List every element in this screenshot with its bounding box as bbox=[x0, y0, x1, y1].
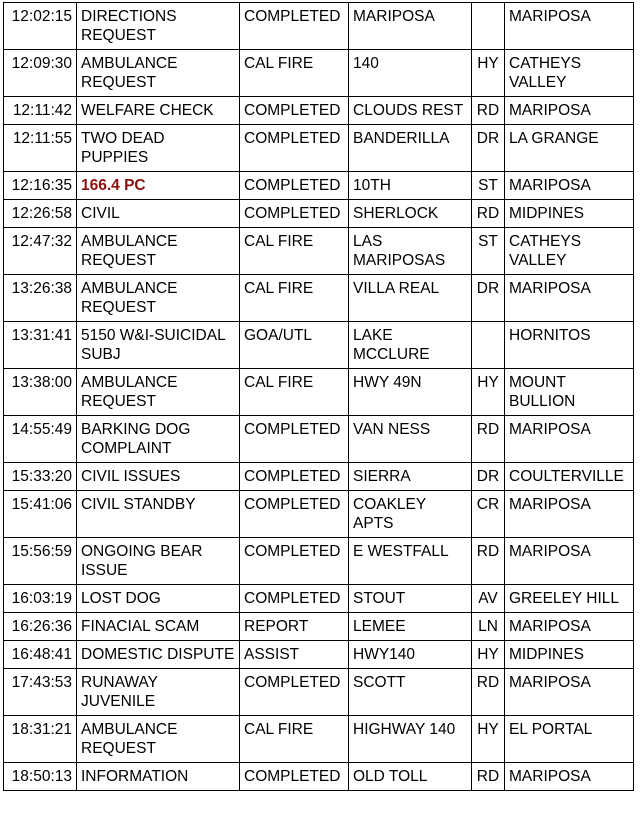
call-city: MARIPOSA bbox=[505, 3, 634, 50]
call-street: CLOUDS REST bbox=[349, 97, 472, 125]
call-time: 12:16:35 bbox=[4, 172, 77, 200]
call-time: 13:26:38 bbox=[4, 275, 77, 322]
call-city: CATHEYS VALLEY bbox=[505, 228, 634, 275]
call-city: HORNITOS bbox=[505, 322, 634, 369]
call-city: MOUNT BULLION bbox=[505, 369, 634, 416]
call-street-suffix: HY bbox=[472, 50, 505, 97]
call-status: CAL FIRE bbox=[240, 50, 349, 97]
call-city: LA GRANGE bbox=[505, 125, 634, 172]
call-time: 13:38:00 bbox=[4, 369, 77, 416]
call-street-suffix: RD bbox=[472, 97, 505, 125]
call-street-suffix: LN bbox=[472, 613, 505, 641]
table-row bbox=[4, 716, 634, 763]
call-street-suffix: ST bbox=[472, 172, 505, 200]
call-street: SIERRA bbox=[349, 463, 472, 491]
table-row bbox=[4, 172, 634, 200]
table-row bbox=[4, 125, 634, 172]
call-type: WELFARE CHECK bbox=[77, 97, 240, 125]
call-street: MARIPOSA bbox=[349, 3, 472, 50]
call-city: MARIPOSA bbox=[505, 613, 634, 641]
call-status: COMPLETED bbox=[240, 416, 349, 463]
table-row bbox=[4, 3, 634, 50]
table-row bbox=[4, 491, 634, 538]
call-street-suffix: DR bbox=[472, 463, 505, 491]
table-row bbox=[4, 538, 634, 585]
call-time: 15:41:06 bbox=[4, 491, 77, 538]
call-time: 12:02:15 bbox=[4, 3, 77, 50]
call-city: MARIPOSA bbox=[505, 538, 634, 585]
call-time: 16:26:36 bbox=[4, 613, 77, 641]
call-type: BARKING DOG COMPLAINT bbox=[77, 416, 240, 463]
call-time: 12:47:32 bbox=[4, 228, 77, 275]
call-time: 12:26:58 bbox=[4, 200, 77, 228]
call-status: COMPLETED bbox=[240, 3, 349, 50]
call-city: MARIPOSA bbox=[505, 275, 634, 322]
call-time: 14:55:49 bbox=[4, 416, 77, 463]
call-status: CAL FIRE bbox=[240, 275, 349, 322]
table-row bbox=[4, 641, 634, 669]
call-type: FINACIAL SCAM bbox=[77, 613, 240, 641]
call-time: 12:09:30 bbox=[4, 50, 77, 97]
call-status: COMPLETED bbox=[240, 538, 349, 585]
call-time: 13:31:41 bbox=[4, 322, 77, 369]
call-street: SHERLOCK bbox=[349, 200, 472, 228]
call-street-suffix: RD bbox=[472, 416, 505, 463]
call-street-suffix: CR bbox=[472, 491, 505, 538]
call-city: GREELEY HILL bbox=[505, 585, 634, 613]
call-street: HWY 49N bbox=[349, 369, 472, 416]
call-street: HWY140 bbox=[349, 641, 472, 669]
call-type: AMBULANCE REQUEST bbox=[77, 228, 240, 275]
call-type: AMBULANCE REQUEST bbox=[77, 716, 240, 763]
call-time: 16:03:19 bbox=[4, 585, 77, 613]
table-row bbox=[4, 416, 634, 463]
call-status: COMPLETED bbox=[240, 491, 349, 538]
call-street-suffix: DR bbox=[472, 275, 505, 322]
call-street-suffix: AV bbox=[472, 585, 505, 613]
table-row bbox=[4, 275, 634, 322]
call-street: E WESTFALL bbox=[349, 538, 472, 585]
call-street: BANDERILLA bbox=[349, 125, 472, 172]
call-time: 18:50:13 bbox=[4, 763, 77, 791]
call-street: 10TH bbox=[349, 172, 472, 200]
call-status: COMPLETED bbox=[240, 97, 349, 125]
call-type: CIVIL STANDBY bbox=[77, 491, 240, 538]
call-type: 5150 W&I-SUICIDAL SUBJ bbox=[77, 322, 240, 369]
call-street: VAN NESS bbox=[349, 416, 472, 463]
call-city: MARIPOSA bbox=[505, 97, 634, 125]
call-type: RUNAWAY JUVENILE bbox=[77, 669, 240, 716]
call-status: CAL FIRE bbox=[240, 228, 349, 275]
call-status: CAL FIRE bbox=[240, 716, 349, 763]
call-street-suffix: RD bbox=[472, 538, 505, 585]
call-type: AMBULANCE REQUEST bbox=[77, 50, 240, 97]
call-time: 16:48:41 bbox=[4, 641, 77, 669]
call-status: COMPLETED bbox=[240, 669, 349, 716]
call-street: LEMEE bbox=[349, 613, 472, 641]
table-row bbox=[4, 50, 634, 97]
call-city: MARIPOSA bbox=[505, 763, 634, 791]
call-street: OLD TOLL bbox=[349, 763, 472, 791]
call-status: COMPLETED bbox=[240, 125, 349, 172]
table-row bbox=[4, 97, 634, 125]
table-row bbox=[4, 669, 634, 716]
call-log-table bbox=[3, 2, 634, 791]
call-city: EL PORTAL bbox=[505, 716, 634, 763]
table-row bbox=[4, 463, 634, 491]
table-row bbox=[4, 369, 634, 416]
call-street: LAS MARIPOSAS bbox=[349, 228, 472, 275]
call-street: STOUT bbox=[349, 585, 472, 613]
call-status: GOA/UTL bbox=[240, 322, 349, 369]
call-city: MIDPINES bbox=[505, 200, 634, 228]
call-street-suffix: RD bbox=[472, 763, 505, 791]
call-city: MARIPOSA bbox=[505, 669, 634, 716]
call-time: 15:33:20 bbox=[4, 463, 77, 491]
call-street-suffix: HY bbox=[472, 641, 505, 669]
call-status: COMPLETED bbox=[240, 172, 349, 200]
call-status: COMPLETED bbox=[240, 463, 349, 491]
call-street: HIGHWAY 140 bbox=[349, 716, 472, 763]
call-type: TWO DEAD PUPPIES bbox=[77, 125, 240, 172]
call-type: ONGOING BEAR ISSUE bbox=[77, 538, 240, 585]
call-type: CIVIL bbox=[77, 200, 240, 228]
call-type: 166.4 PC bbox=[77, 172, 240, 200]
call-status: COMPLETED bbox=[240, 585, 349, 613]
call-status: ASSIST bbox=[240, 641, 349, 669]
call-street-suffix: HY bbox=[472, 716, 505, 763]
call-street-suffix: RD bbox=[472, 669, 505, 716]
call-time: 12:11:42 bbox=[4, 97, 77, 125]
table-row bbox=[4, 585, 634, 613]
call-time: 18:31:21 bbox=[4, 716, 77, 763]
call-street: COAKLEY APTS bbox=[349, 491, 472, 538]
call-street-suffix: DR bbox=[472, 125, 505, 172]
call-city: MARIPOSA bbox=[505, 491, 634, 538]
call-type: AMBULANCE REQUEST bbox=[77, 275, 240, 322]
call-status: CAL FIRE bbox=[240, 369, 349, 416]
call-time: 15:56:59 bbox=[4, 538, 77, 585]
table-row bbox=[4, 613, 634, 641]
call-type: CIVIL ISSUES bbox=[77, 463, 240, 491]
call-time: 17:43:53 bbox=[4, 669, 77, 716]
call-city: CATHEYS VALLEY bbox=[505, 50, 634, 97]
call-status: COMPLETED bbox=[240, 763, 349, 791]
call-city: COULTERVILLE bbox=[505, 463, 634, 491]
call-type: DIRECTIONS REQUEST bbox=[77, 3, 240, 50]
call-street-suffix: RD bbox=[472, 200, 505, 228]
table-row bbox=[4, 763, 634, 791]
call-street-suffix: ST bbox=[472, 228, 505, 275]
call-status: COMPLETED bbox=[240, 200, 349, 228]
call-street-suffix bbox=[472, 3, 505, 50]
table-row bbox=[4, 322, 634, 369]
call-status: REPORT bbox=[240, 613, 349, 641]
call-type: DOMESTIC DISPUTE bbox=[77, 641, 240, 669]
call-log-body bbox=[4, 3, 634, 791]
call-city: MARIPOSA bbox=[505, 172, 634, 200]
call-type: LOST DOG bbox=[77, 585, 240, 613]
call-street-suffix bbox=[472, 322, 505, 369]
table-row bbox=[4, 200, 634, 228]
call-street: SCOTT bbox=[349, 669, 472, 716]
call-city: MARIPOSA bbox=[505, 416, 634, 463]
call-type: AMBULANCE REQUEST bbox=[77, 369, 240, 416]
call-street: VILLA REAL bbox=[349, 275, 472, 322]
call-time: 12:11:55 bbox=[4, 125, 77, 172]
call-type: INFORMATION bbox=[77, 763, 240, 791]
call-street: 140 bbox=[349, 50, 472, 97]
call-street-suffix: HY bbox=[472, 369, 505, 416]
call-city: MIDPINES bbox=[505, 641, 634, 669]
table-row bbox=[4, 228, 634, 275]
call-street: LAKE MCCLURE bbox=[349, 322, 472, 369]
